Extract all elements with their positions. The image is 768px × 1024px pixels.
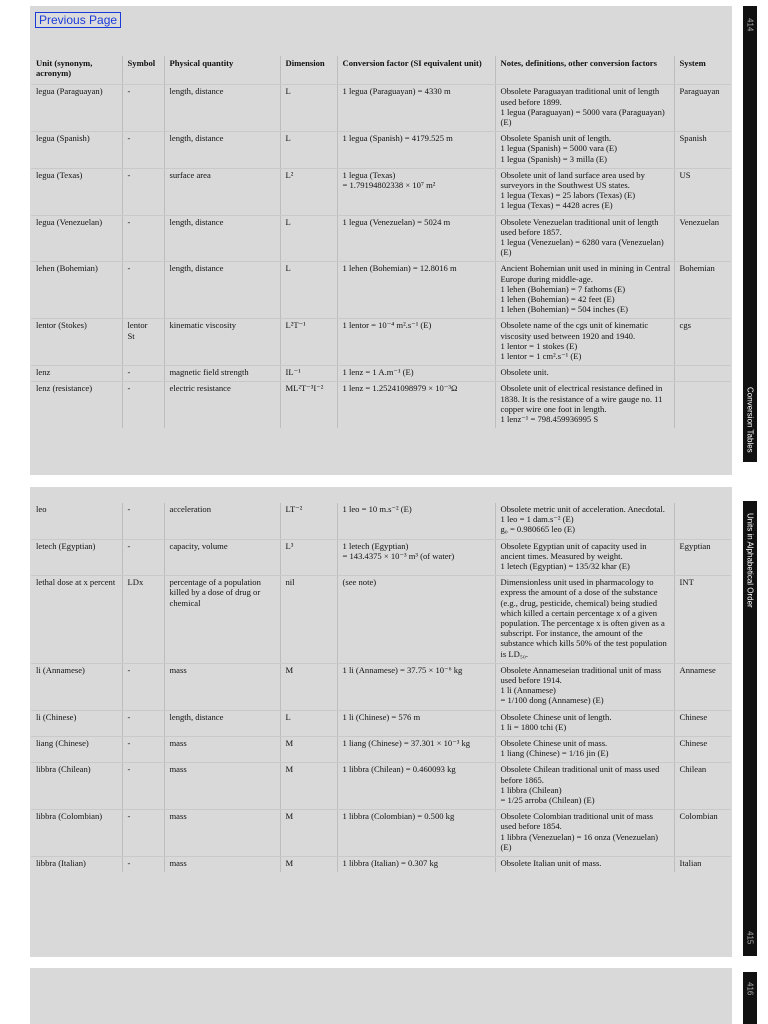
cell-unit: lethal dose at x percent <box>31 576 122 664</box>
cell-system: cgs <box>674 319 731 366</box>
cell-unit: libbra (Colombian) <box>31 810 122 857</box>
cell-notes: Obsolete unit of electrical resistance defined in 1838. It is the resistance of a wire gauge no. 11 copper wire one foot in length. 1 lenz⁻¹ = 798.459936995 S <box>495 382 674 428</box>
cell-system: Spanish <box>674 132 731 169</box>
table-row <box>31 663 731 710</box>
cell-conversion-factor: 1 liang (Chinese) = 37.301 × 10⁻³ kg <box>337 737 495 763</box>
table-row <box>31 382 731 428</box>
cell-conversion-factor: 1 leo = 10 m.s⁻² (E) <box>337 503 495 539</box>
cell-system <box>674 503 731 539</box>
cell-physical-quantity: capacity, volume <box>164 539 280 576</box>
cell-physical-quantity: magnetic field strength <box>164 366 280 382</box>
cell-system: Chilean <box>674 763 731 810</box>
cell-physical-quantity: surface area <box>164 168 280 215</box>
cell-notes: Obsolete Paraguayan traditional unit of length used before 1899. 1 legua (Paraguayan) = 5000 vara (Paraguayan) (E) <box>495 85 674 132</box>
cell-physical-quantity: mass <box>164 763 280 810</box>
cell-unit: lenz <box>31 366 122 382</box>
cell-system: US <box>674 168 731 215</box>
header-conversion-factor: Conversion factor (SI equivalent unit) <box>337 56 495 85</box>
cell-unit: legua (Venezuelan) <box>31 215 122 262</box>
cell-symbol: - <box>122 132 164 169</box>
cell-notes: Obsolete metric unit of acceleration. Anecdotal. 1 leo = 1 dam.s⁻² (E) g₀ = 0.980665 leo (E) <box>495 503 674 539</box>
cell-conversion-factor: 1 lenz = 1 A.m⁻¹ (E) <box>337 366 495 382</box>
cell-notes: Obsolete unit of land surface area used by surveyors in the Southwest US states. 1 legua (Texas) = 25 labors (Texas) (E) 1 legua (Texas) = 4428 acres (E) <box>495 168 674 215</box>
cell-dimension: LT⁻² <box>280 503 337 539</box>
cell-dimension: ML²T⁻³I⁻² <box>280 382 337 428</box>
page-number-415: 415 <box>745 930 755 945</box>
cell-dimension: L <box>280 85 337 132</box>
cell-dimension: M <box>280 763 337 810</box>
header-physical-quantity: Physical quantity <box>164 56 280 85</box>
cell-physical-quantity: length, distance <box>164 262 280 319</box>
cell-symbol: - <box>122 215 164 262</box>
cell-symbol: lentor St <box>122 319 164 366</box>
cell-dimension: nil <box>280 576 337 664</box>
cell-dimension: L <box>280 710 337 736</box>
page-415 <box>30 487 732 957</box>
table-body <box>31 85 731 428</box>
cell-unit: legua (Paraguayan) <box>31 85 122 132</box>
table-header-row <box>31 56 731 85</box>
cell-notes: Obsolete Venezuelan traditional unit of length used before 1857. 1 legua (Venezuelan) = 6280 vara (Venezuelan) (E) <box>495 215 674 262</box>
table-row <box>31 85 731 132</box>
header-symbol: Symbol <box>122 56 164 85</box>
cell-symbol: - <box>122 810 164 857</box>
cell-dimension: L²T⁻¹ <box>280 319 337 366</box>
cell-symbol: - <box>122 663 164 710</box>
header-unit: Unit (synonym, acronym) <box>31 56 122 85</box>
cell-notes: Dimensionless unit used in pharmacology to express the amount of a dose of the substance (e.g., drug, pesticide, chemical) being studied which killed a certain percentage x of a given population. The percentage x is often given as a subscript. For instance, the amount of the substance which kills 50% of the test population is LD₅₀. <box>495 576 674 664</box>
cell-system <box>674 366 731 382</box>
cell-unit: li (Chinese) <box>31 710 122 736</box>
cell-notes: Obsolete Chinese unit of length. 1 li = 1800 tchi (E) <box>495 710 674 736</box>
previous-page-link[interactable]: Previous Page <box>35 12 121 28</box>
cell-symbol: - <box>122 539 164 576</box>
cell-symbol: - <box>122 737 164 763</box>
table-row <box>31 539 731 576</box>
cell-physical-quantity: mass <box>164 663 280 710</box>
cell-notes: Obsolete Egyptian unit of capacity used in ancient times. Measured by weight. 1 letech (Egyptian) = 135/32 khar (E) <box>495 539 674 576</box>
table-row <box>31 576 731 664</box>
cell-symbol: LDx <box>122 576 164 664</box>
table-row <box>31 366 731 382</box>
cell-conversion-factor: 1 letech (Egyptian) = 143.4375 × 10⁻³ m³ (of water) <box>337 539 495 576</box>
cell-physical-quantity: acceleration <box>164 503 280 539</box>
cell-system: Paraguayan <box>674 85 731 132</box>
cell-conversion-factor: 1 lenz = 1.25241098979 × 10⁻³Ω <box>337 382 495 428</box>
cell-dimension: L <box>280 262 337 319</box>
cell-system: Egyptian <box>674 539 731 576</box>
cell-conversion-factor: 1 lehen (Bohemian) = 12.8016 m <box>337 262 495 319</box>
cell-unit: lehen (Bohemian) <box>31 262 122 319</box>
units-table-415 <box>31 503 731 872</box>
table-row <box>31 763 731 810</box>
cell-symbol: - <box>122 366 164 382</box>
cell-system: Annamese <box>674 663 731 710</box>
cell-notes: Ancient Bohemian unit used in mining in Central Europe during middle-age. 1 lehen (Bohemian) = 7 fathoms (E) 1 lehen (Bohemian) = 42 feet (E) 1 lehen (Bohemian) = 504 inches (E) <box>495 262 674 319</box>
cell-notes: Obsolete Spanish unit of length. 1 legua (Spanish) = 5000 vara (E) 1 legua (Spanish) = 3 milla (E) <box>495 132 674 169</box>
cell-dimension: M <box>280 857 337 873</box>
table-row <box>31 319 731 366</box>
section-label-conversion-tables: Conversion Tables <box>745 387 755 453</box>
cell-dimension: L <box>280 132 337 169</box>
cell-conversion-factor: 1 legua (Texas) = 1.79194802338 × 10⁷ m² <box>337 168 495 215</box>
cell-physical-quantity: mass <box>164 857 280 873</box>
table-row <box>31 503 731 539</box>
cell-conversion-factor: (see note) <box>337 576 495 664</box>
table-row <box>31 810 731 857</box>
cell-symbol: - <box>122 382 164 428</box>
cell-physical-quantity: length, distance <box>164 710 280 736</box>
cell-unit: li (Annamese) <box>31 663 122 710</box>
cell-dimension: M <box>280 737 337 763</box>
cell-unit: letech (Egyptian) <box>31 539 122 576</box>
cell-conversion-factor: 1 legua (Paraguayan) = 4330 m <box>337 85 495 132</box>
cell-physical-quantity: mass <box>164 810 280 857</box>
cell-dimension: M <box>280 663 337 710</box>
cell-notes: Obsolete Chinese unit of mass. 1 liang (Chinese) = 1/16 jin (E) <box>495 737 674 763</box>
cell-unit: libbra (Chilean) <box>31 763 122 810</box>
cell-conversion-factor: 1 li (Chinese) = 576 m <box>337 710 495 736</box>
cell-physical-quantity: percentage of a population killed by a dose of drug or chemical <box>164 576 280 664</box>
cell-conversion-factor: 1 lentor = 10⁻⁴ m².s⁻¹ (E) <box>337 319 495 366</box>
cell-dimension: L² <box>280 168 337 215</box>
cell-unit: legua (Texas) <box>31 168 122 215</box>
cell-conversion-factor: 1 li (Annamese) = 37.75 × 10⁻⁶ kg <box>337 663 495 710</box>
cell-unit: liang (Chinese) <box>31 737 122 763</box>
cell-notes: Obsolete name of the cgs unit of kinematic viscosity used between 1920 and 1940. 1 lentor = 1 stokes (E) 1 lentor = 1 cm².s⁻¹ (E) <box>495 319 674 366</box>
cell-system: INT <box>674 576 731 664</box>
table-row <box>31 132 731 169</box>
page-414 <box>30 6 732 475</box>
cell-dimension: IL⁻¹ <box>280 366 337 382</box>
cell-system <box>674 382 731 428</box>
cell-dimension: L <box>280 215 337 262</box>
header-system: System <box>674 56 731 85</box>
header-dimension: Dimension <box>280 56 337 85</box>
page-416 <box>30 968 732 1024</box>
cell-unit: leo <box>31 503 122 539</box>
cell-symbol: - <box>122 503 164 539</box>
cell-physical-quantity: kinematic viscosity <box>164 319 280 366</box>
section-label-units-alphabetical: Units in Alphabetical Order <box>745 512 755 608</box>
cell-system: Chinese <box>674 710 731 736</box>
cell-physical-quantity: length, distance <box>164 132 280 169</box>
cell-physical-quantity: electric resistance <box>164 382 280 428</box>
cell-physical-quantity: mass <box>164 737 280 763</box>
cell-unit: lenz (resistance) <box>31 382 122 428</box>
cell-symbol: - <box>122 763 164 810</box>
cell-notes: Obsolete Annameseian traditional unit of mass used before 1914. 1 li (Annamese) = 1/100 dong (Annamese) (E) <box>495 663 674 710</box>
cell-symbol: - <box>122 168 164 215</box>
cell-physical-quantity: length, distance <box>164 215 280 262</box>
units-table-414 <box>31 56 731 428</box>
cell-system: Bohemian <box>674 262 731 319</box>
cell-notes: Obsolete Chilean traditional unit of mass used before 1865. 1 libbra (Chilean) = 1/25 arroba (Chilean) (E) <box>495 763 674 810</box>
cell-notes: Obsolete Italian unit of mass. <box>495 857 674 873</box>
cell-symbol: - <box>122 85 164 132</box>
cell-symbol: - <box>122 262 164 319</box>
cell-conversion-factor: 1 legua (Spanish) = 4179.525 m <box>337 132 495 169</box>
cell-notes: Obsolete Colombian traditional unit of mass used before 1854. 1 libbra (Venezuelan) = 16 onza (Venezuelan) (E) <box>495 810 674 857</box>
page-number-414: 414 <box>745 18 755 32</box>
cell-conversion-factor: 1 legua (Venezuelan) = 5024 m <box>337 215 495 262</box>
cell-physical-quantity: length, distance <box>164 85 280 132</box>
table-row <box>31 168 731 215</box>
page-number-416: 416 <box>745 981 755 996</box>
table-row <box>31 737 731 763</box>
cell-unit: legua (Spanish) <box>31 132 122 169</box>
cell-dimension: L³ <box>280 539 337 576</box>
table-row <box>31 710 731 736</box>
cell-unit: lentor (Stokes) <box>31 319 122 366</box>
table-body <box>31 503 731 872</box>
cell-symbol: - <box>122 857 164 873</box>
table-row <box>31 857 731 873</box>
cell-symbol: - <box>122 710 164 736</box>
cell-conversion-factor: 1 libbra (Italian) = 0.307 kg <box>337 857 495 873</box>
table-row <box>31 215 731 262</box>
cell-system: Chinese <box>674 737 731 763</box>
cell-notes: Obsolete unit. <box>495 366 674 382</box>
cell-system: Italian <box>679 858 702 869</box>
cell-system: Venezuelan <box>674 215 731 262</box>
cell-conversion-factor: 1 libbra (Colombian) = 0.500 kg <box>337 810 495 857</box>
cell-conversion-factor: 1 libbra (Chilean) = 0.460093 kg <box>337 763 495 810</box>
cell-system: Colombian <box>674 810 731 857</box>
table-row <box>31 262 731 319</box>
cell-dimension: M <box>280 810 337 857</box>
header-notes: Notes, definitions, other conversion factors <box>495 56 674 85</box>
cell-unit: libbra (Italian) <box>31 857 122 873</box>
